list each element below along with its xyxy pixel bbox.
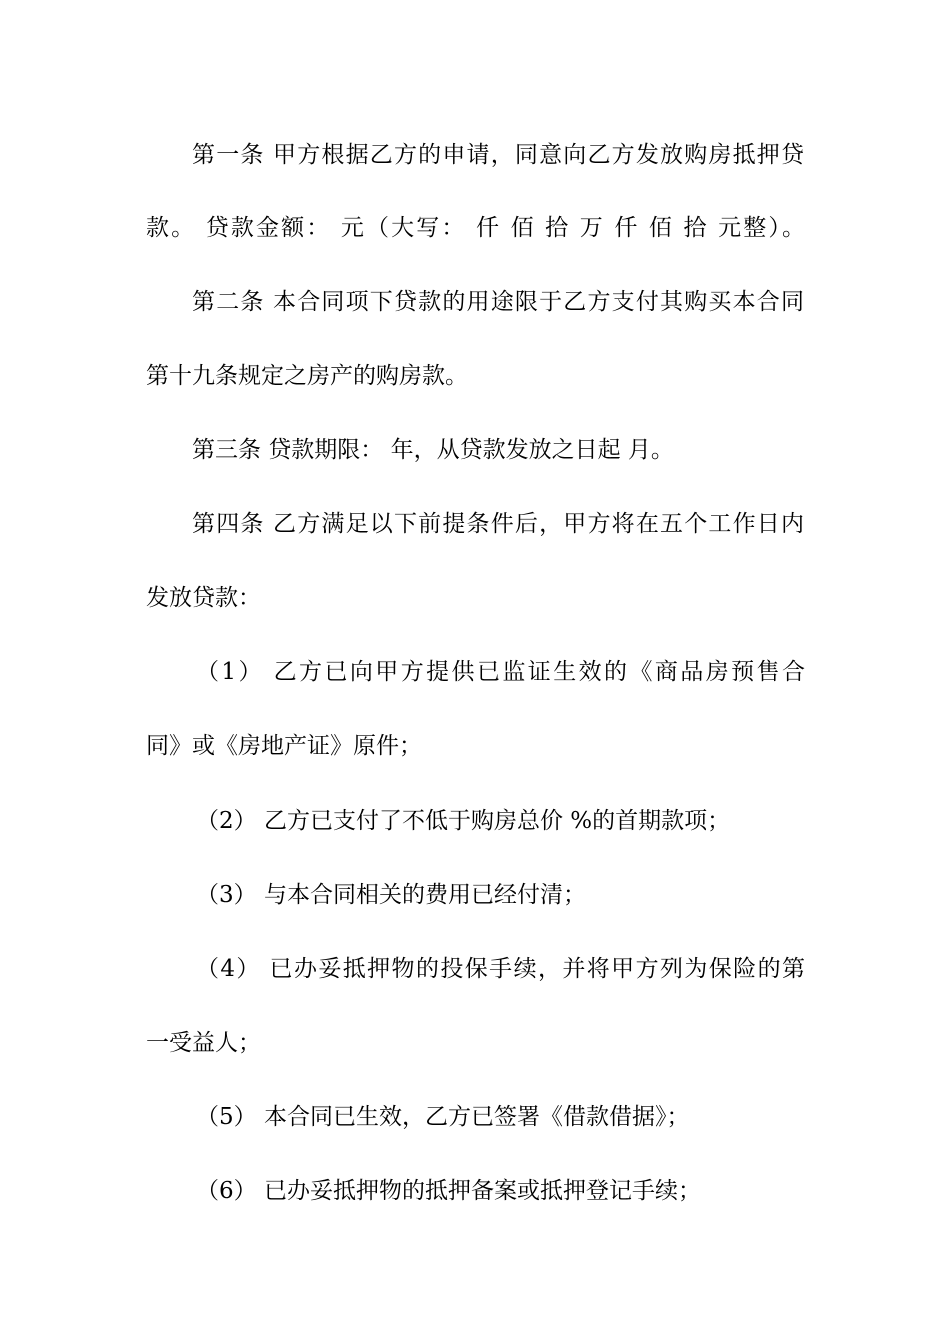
condition-2: （2） 乙方已支付了不低于购房总价 %的首期款项； bbox=[196, 808, 731, 834]
article-4-line-2: 发放贷款： bbox=[146, 585, 261, 611]
condition-1-line-1: （1） 乙方已向甲方提供已监证生效的《商品房预售合 bbox=[196, 659, 805, 685]
condition-4-line-2: 一受益人； bbox=[146, 1030, 261, 1056]
article-4-line-1: 第四条 乙方满足以下前提条件后，甲方将在五个工作日内 bbox=[192, 511, 804, 537]
condition-1-line-2: 同》或《房地产证》原件； bbox=[146, 733, 422, 759]
article-2-line-1: 第二条 本合同项下贷款的用途限于乙方支付其购买本合同 bbox=[192, 289, 804, 315]
condition-6: （6） 已办妥抵押物的抵押备案或抵押登记手续； bbox=[196, 1178, 701, 1204]
condition-5: （5） 本合同已生效，乙方已签署《借款借据》； bbox=[196, 1104, 690, 1130]
article-1-line-1: 第一条 甲方根据乙方的申请，同意向乙方发放购房抵押贷 bbox=[192, 142, 804, 168]
article-3-line: 第三条 贷款期限： 年，从贷款发放之日起 月。 bbox=[192, 437, 674, 463]
article-1-line-2: 款。 贷款金额： 元（大写： 仟 佰 拾 万 仟 佰 拾 元整）。 bbox=[146, 215, 805, 241]
article-2-line-2: 第十九条规定之房产的购房款。 bbox=[146, 363, 468, 389]
condition-4-line-1: （4） 已办妥抵押物的投保手续，并将甲方列为保险的第 bbox=[196, 956, 805, 982]
condition-3: （3） 与本合同相关的费用已经付清； bbox=[196, 882, 586, 908]
